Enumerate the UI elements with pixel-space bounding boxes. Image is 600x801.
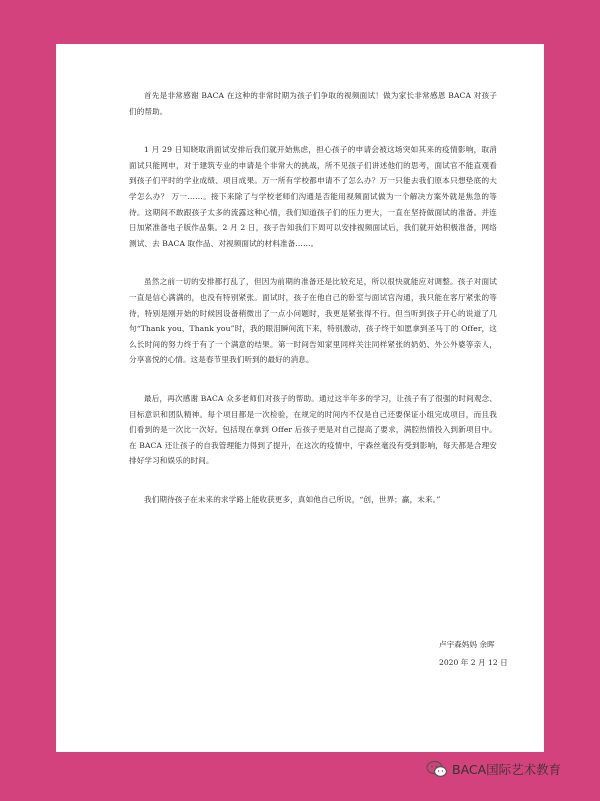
letter-page: [56, 44, 544, 752]
letter-body: [129, 88, 497, 530]
paragraph-gratitude: 最后，再次感谢 BACA 众多老师们对孩子的帮助。通过这半年多的学习，让孩子有了很强的时间观念、目标意识和团队精神。每个项目都是一次检验，在规定的时间内不仅是自己还要保证小组完成项目，而且我们看到的是一次比一次好。包括现在拿到 Offer 后孩子更是对自己提高了要求，满腔热情投入到新项目中。在 BACA 还让孩子的自我管理能力得到了提升，在这次的疫情中，宇森丝毫没有受到影响，每天都是合理安排好学习和娱乐的时间。: [129, 393, 497, 466]
paragraph-future: 我们期待孩子在未来的求学路上能收获更多，真如他自己所说，“创，世界；赢，未来。”: [144, 494, 441, 504]
wechat-watermark: [426, 760, 561, 778]
signature-date: 2020 年 2 月 12 日: [439, 657, 508, 667]
signature-block: [439, 636, 539, 671]
paragraph-thanks: 首先是非常感谢 BACA 在这种的非常时期为孩子们争取的视频面试！做为家长非常感恩 BACA 对孩子们的帮助。: [129, 91, 497, 116]
watermark-text: BACA国际艺术教育: [452, 762, 562, 777]
wechat-icon: [426, 760, 448, 778]
signature-name: 卢宇森妈妈 余晖: [439, 640, 495, 649]
paragraph-waiting: 1 月 29 日知晓取消面试安排后我们就开始焦虑，担心孩子的申请会被这场突如其来的疫情影响，取消面试只能网申，对于建筑专业的申请是个非常大的挑战，所不见孩子们讲述他们的思考，面试官不能直观看到孩子们平时的学业成绩、项目成果。万一所有学校都申请不了怎么办？万一只能去我们原本只想垫底的大学怎么办？ 万一……。接下来除了与学校老师们沟通是否能用视频面试做为一个解决方案外就是焦急的等待。这期间不敢跟孩子太多的流露这种心情，我们知道孩子们的压力更大，一直在坚持做面试的准备。并连日加紧准备电子版作品集。2 月 2 日，孩子告知我们下周可以安排视频面试后，我们就开始积极准备，网络测试、去 BACA 取作品、对视频面试的材料准备……。: [129, 145, 497, 248]
paragraph-interview: 虽然之前一切的安排都打乱了，但因为前期的准备还是比较充足，所以很快就能应对调整。孩子对面试一直是信心满满的，也没有特别紧张。面试时，孩子在他自己的卧室与面试官沟通，我只能在客厅紧张的等待，特别是刚开始的时候因设备稍微出了一点小问题时，我更是紧张得不行。但当听到孩子开心的说道了几句“Thank you、Thank you”时，我的眼泪瞬间流下来，特别激动，孩子终于如愿拿到圣马丁的 Offer，这么长时间的努力终于有了一个满意的结果。第一时间告知家里同样关注同样紧张的奶奶、外公外婆等亲人，分享喜悦的心情。这是春节里我们听到的最好的消息。: [129, 277, 497, 365]
